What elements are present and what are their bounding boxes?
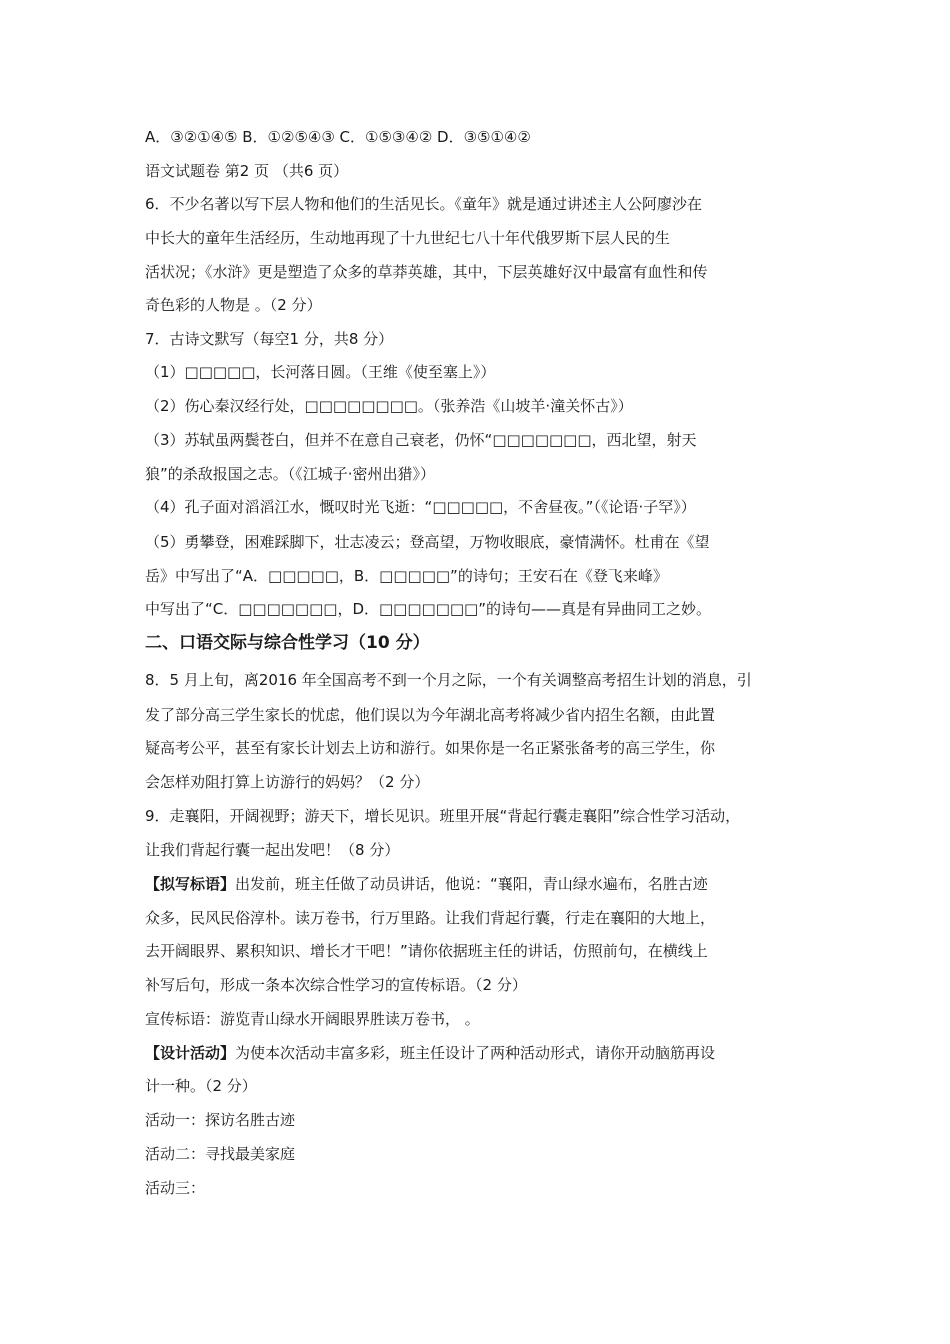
q6-line-3: 活状况；《水浒》更是塑造了众多的草莽英雄，其中，下层英雄好汉中最富有血性和传 xyxy=(145,263,708,281)
section-2-heading: 二、口语交际与综合性学习（10 分） xyxy=(145,633,430,653)
q7-item-4: （4）孔子面对滔滔江水，慨叹时光飞逝：“□□□□□，不舍昼夜。”（《论语·子罕》） xyxy=(145,498,696,516)
q7-item-3-line-2: 狼”的杀敌报国之志。（《江城子·密州出猎》） xyxy=(145,465,436,483)
q5-options: A．③②①④⑤ B．①②⑤④③ C．①⑤③④② D．③⑤①④② xyxy=(145,128,531,146)
q7-title: 7．古诗文默写（每空1 分，共8 分） xyxy=(145,330,394,348)
slogan-task-line-3: 去开阔眼界、累积知识、增长才干吧！”请你依据班主任的讲话，仿照前句，在横线上 xyxy=(145,942,708,960)
slogan-task-text: 出发前，班主任做了动员讲话，他说：“襄阳，青山绿水遍布，名胜古迹 xyxy=(235,875,708,893)
activity-2: 活动二：寻找最美家庭 xyxy=(145,1145,296,1163)
q7-item-5-line-3: 中写出了“C．□□□□□□□，D．□□□□□□□”的诗句——真是有异曲同工之妙。 xyxy=(145,600,711,618)
activity-3: 活动三： xyxy=(145,1179,206,1197)
q8-line-2: 发了部分高三学生家长的忧虑，他们误以为今年湖北高考将减少省内招生名额，由此置 xyxy=(145,706,716,724)
q7-item-1: （1）□□□□□，长河落日圆。（王维《使至塞上》） xyxy=(145,363,496,381)
slogan-tag: 【拟写标语】 xyxy=(145,875,236,893)
slogan-answer: 宣传标语：游览青山绿水开阔眼界胜读万卷书， 。 xyxy=(145,1010,480,1028)
q7-item-3-line-1: （3）苏轼虽两鬓苍白，但并不在意自己衰老，仍怀“□□□□□□□，西北望，射天 xyxy=(145,431,697,449)
activity-task-line-2: 计一种。（2 分） xyxy=(145,1077,257,1095)
q7-item-5-line-2: 岳》中写出了“A．□□□□□，B．□□□□□”的诗句；王安石在《登飞来峰》 xyxy=(145,567,668,585)
q6-line-4: 奇色彩的人物是 。（2 分） xyxy=(145,296,322,314)
q7-item-2: （2）伤心秦汉经行处，□□□□□□□□。（张养浩《山坡羊·潼关怀古》） xyxy=(145,397,633,415)
q7-item-5-line-1: （5）勇攀登，困难踩脚下，壮志凌云；登高望，万物收眼底，豪情满怀。杜甫在《望 xyxy=(145,533,710,551)
slogan-task-line-1 xyxy=(145,874,708,894)
slogan-task-line-4: 补写后句，形成一条本次综合性学习的宣传标语。（2 分） xyxy=(145,976,527,994)
q8-line-4: 会怎样劝阻打算上访游行的妈妈？（2 分） xyxy=(145,773,430,791)
q9-line-2: 让我们背起行囊一起出发吧！（8 分） xyxy=(145,841,400,859)
activity-tag: 【设计活动】 xyxy=(145,1044,236,1062)
page-footer: 语文试题卷 第2 页 （共6 页） xyxy=(145,162,349,180)
activity-task-line-1 xyxy=(145,1043,715,1063)
q6-line-2: 中长大的童年生活经历，生动地再现了十九世纪七八十年代俄罗斯下层人民的生 xyxy=(145,229,671,247)
q6-line-1: 6．不少名著以写下层人物和他们的生活见长。《童年》就是通过讲述主人公阿廖沙在 xyxy=(145,195,703,213)
q8-line-3: 疑高考公平，甚至有家长计划去上访和游行。如果你是一名正紧张备考的高三学生，你 xyxy=(145,739,716,757)
q8-line-1: 8．5 月上旬，离2016 年全国高考不到一个月之际，一个有关调整高考招生计划的消息，引 xyxy=(145,671,752,689)
q9-line-1: 9．走襄阳，开阔视野；游天下，增长见识。班里开展“背起行囊走襄阳”综合性学习活动， xyxy=(145,807,741,825)
slogan-task-line-2: 众多，民风民俗淳朴。读万卷书，行万里路。让我们背起行囊，行走在襄阳的大地上， xyxy=(145,909,716,927)
activity-task-text: 为使本次活动丰富多彩，班主任设计了两种活动形式，请你开动脑筋再设 xyxy=(235,1044,716,1062)
activity-1: 活动一：探访名胜古迹 xyxy=(145,1111,296,1129)
